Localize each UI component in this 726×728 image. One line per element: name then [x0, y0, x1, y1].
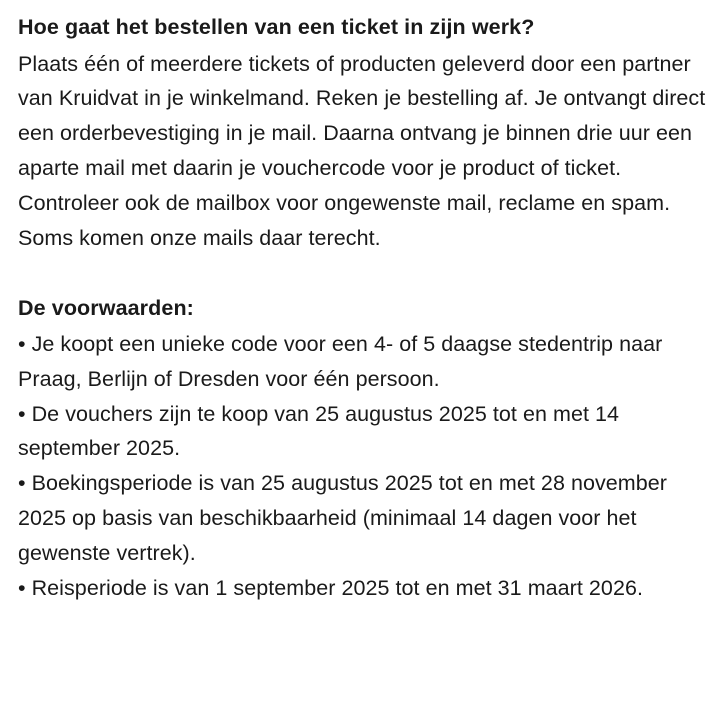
conditions-list: [18, 327, 712, 606]
list-item: • De vouchers zijn te koop van 25 augustus 2025 tot en met 14 september 2025.: [18, 401, 620, 461]
intro-paragraph: Plaats één of meerdere tickets of producten geleverd door een partner van Kruidvat in je winkelmand. Reken je bestelling af. Je ontvangt direct een orderbevestiging in je mail. Daarna ontvang je binnen drie uur een aparte mail met daarin je vouchercode voor je product of ticket. Controleer ook de mailbox voor ongewenste mail, reclame en spam. Soms komen onze mails daar terecht.: [18, 51, 706, 250]
section-spacer: [18, 255, 712, 291]
page-title: Hoe gaat het bestellen van een ticket in zijn werk?: [18, 15, 535, 39]
list-item: • Boekingsperiode is van 25 augustus 2025 tot en met 28 november 2025 op basis van beschikbaarheid (minimaal 14 dagen voor het gewenste vertrek).: [18, 471, 667, 565]
list-item: • Reisperiode is van 1 september 2025 tot en met 31 maart 2026.: [18, 575, 643, 600]
conditions-heading: De voorwaarden:: [18, 296, 194, 321]
list-item: • Je koopt een unieke code voor een 4- of 5 daagse stedentrip naar Praag, Berlijn of Dresden voor één persoon.: [18, 331, 663, 391]
